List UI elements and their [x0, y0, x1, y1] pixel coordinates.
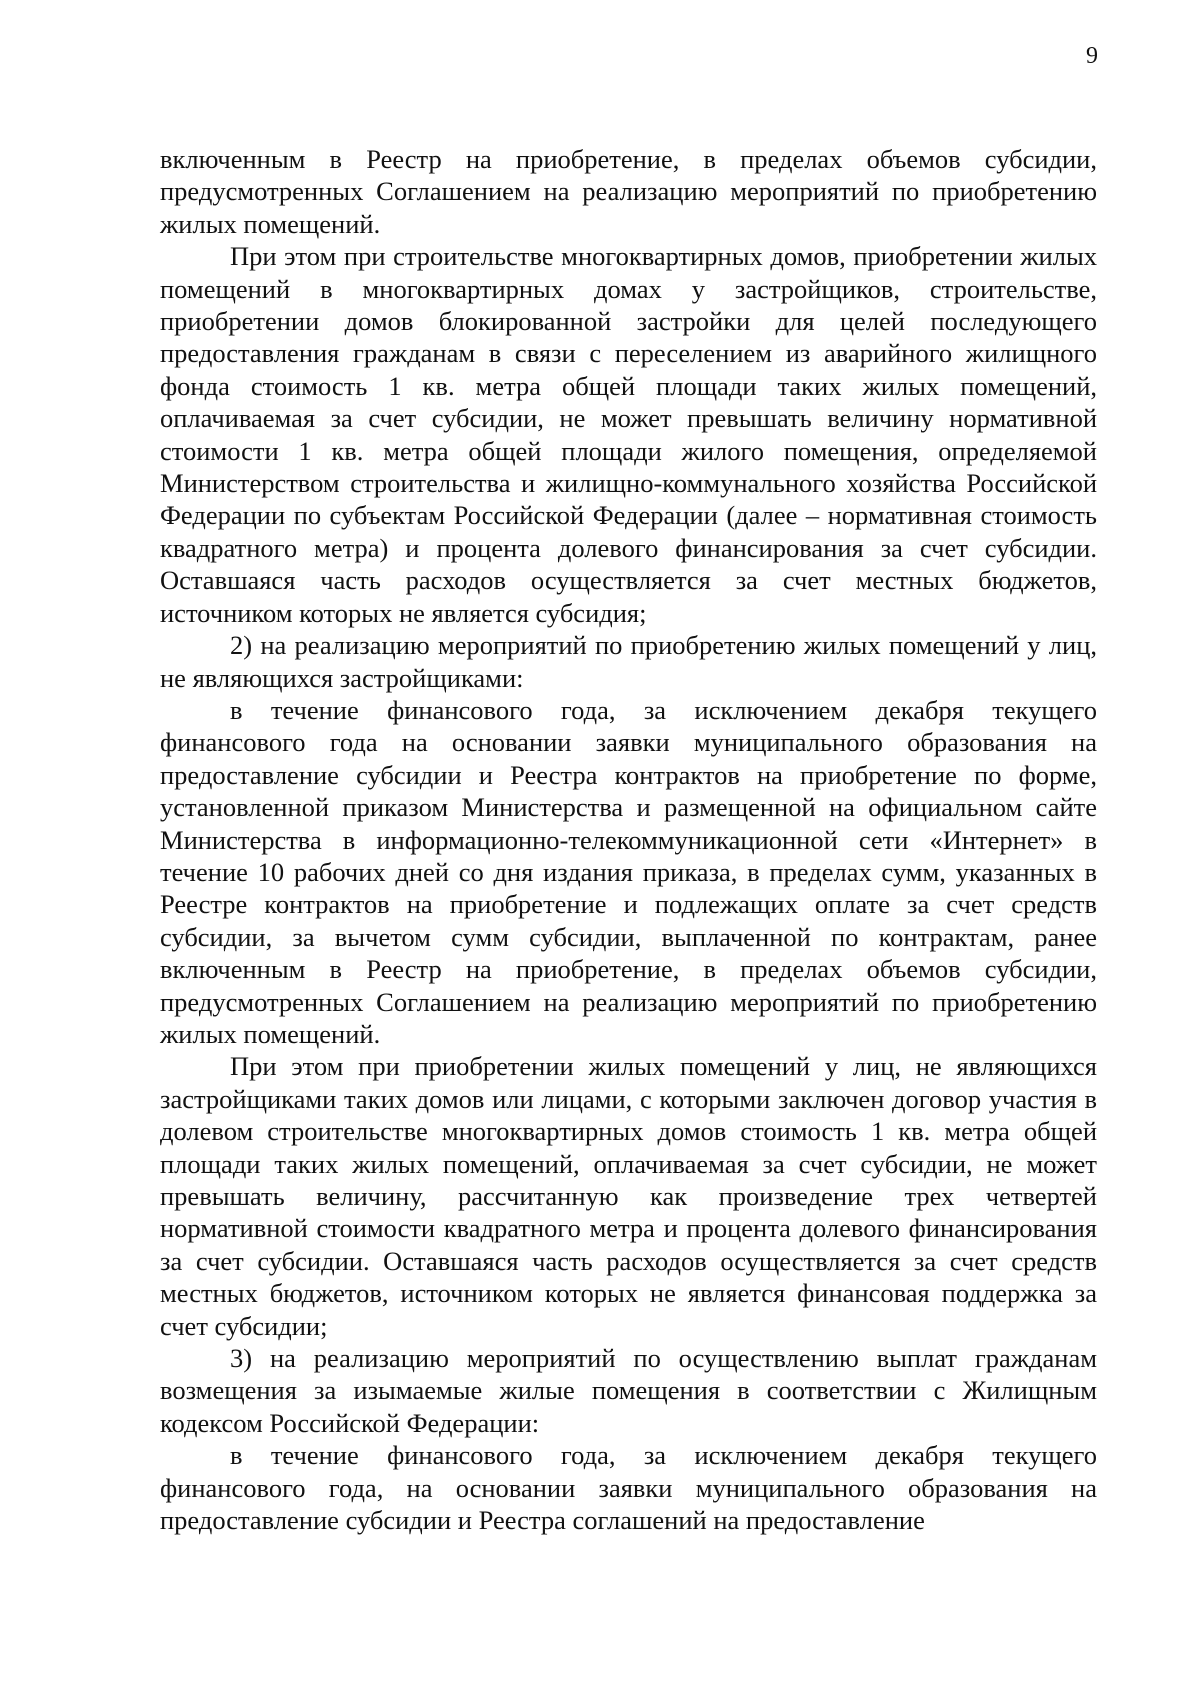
paragraph: в течение финансового года, за исключением декабря текущего финансового года, на основании заявки муниципального образования на предоставление субсидии и Реестра соглашений на предоставление: [160, 1440, 1097, 1536]
paragraph: При этом при строительстве многоквартирных домов, приобретении жилых помещений в многоквартирных домах у застройщиков, строительстве, приобретении домов блокированной застройки для целей последующего предоставления гражданам в связи с переселением из аварийного жилищного фонда стоимость 1 кв. метра общей площади таких жилых помещений, оплачиваемая за счет субсидии, не может превышать величину нормативной стоимости 1 кв. метра общей площади жилого помещения, определяемой Министерством строительства и жилищно-коммунального хозяйства Российской Федерации по субъектам Российской Федерации (далее – нормативная стоимость квадратного метра) и процента долевого финансирования за счет субсидии. Оставшаяся часть расходов осуществляется за счет местных бюджетов, источником которых не является субсидия;: [160, 241, 1097, 628]
page-number: 9: [1086, 43, 1098, 69]
paragraph: в течение финансового года, за исключением декабря текущего финансового года на основании заявки муниципального образования на предоставление субсидии и Реестра контрактов на приобретение по форме, установленной приказом Министерства и размещенной на официальном сайте Министерства в информационно-телекоммуникационной сети «Интернет» в течение 10 рабочих дней со дня издания приказа, в пределах сумм, указанных в Реестре контрактов на приобретение и подлежащих оплате за счет средств субсидии, за вычетом сумм субсидии, выплаченной по контрактам, ранее включенным в Реестр на приобретение, в пределах объемов субсидии, предусмотренных Соглашением на реализацию мероприятий по приобретению жилых помещений.: [160, 694, 1097, 1049]
paragraph: При этом при приобретении жилых помещений у лиц, не являющихся застройщиками таких домов или лицами, с которыми заключен договор участия в долевом строительстве многоквартирных домов стоимость 1 кв. метра общей площади таких жилых помещений, оплачиваемая за счет субсидии, не может превышать величину, рассчитанную как произведение трех четвертей нормативной стоимости квадратного метра и процента долевого финансирования за счет субсидии. Оставшаяся часть расходов осуществляется за счет средств местных бюджетов, источником которых не является финансовая поддержка за счет субсидии;: [160, 1051, 1097, 1341]
document-body: [160, 143, 1097, 1536]
paragraph: 2) на реализацию мероприятий по приобретению жилых помещений у лиц, не являющихся застройщиками:: [160, 630, 1097, 693]
paragraph: включенным в Реестр на приобретение, в пределах объемов субсидии, предусмотренных Соглашением на реализацию мероприятий по приобретению жилых помещений.: [160, 144, 1097, 239]
paragraph: 3) на реализацию мероприятий по осуществлению выплат гражданам возмещения за изымаемые жилые помещения в соответствии с Жилищным кодексом Российской Федерации:: [160, 1343, 1097, 1438]
